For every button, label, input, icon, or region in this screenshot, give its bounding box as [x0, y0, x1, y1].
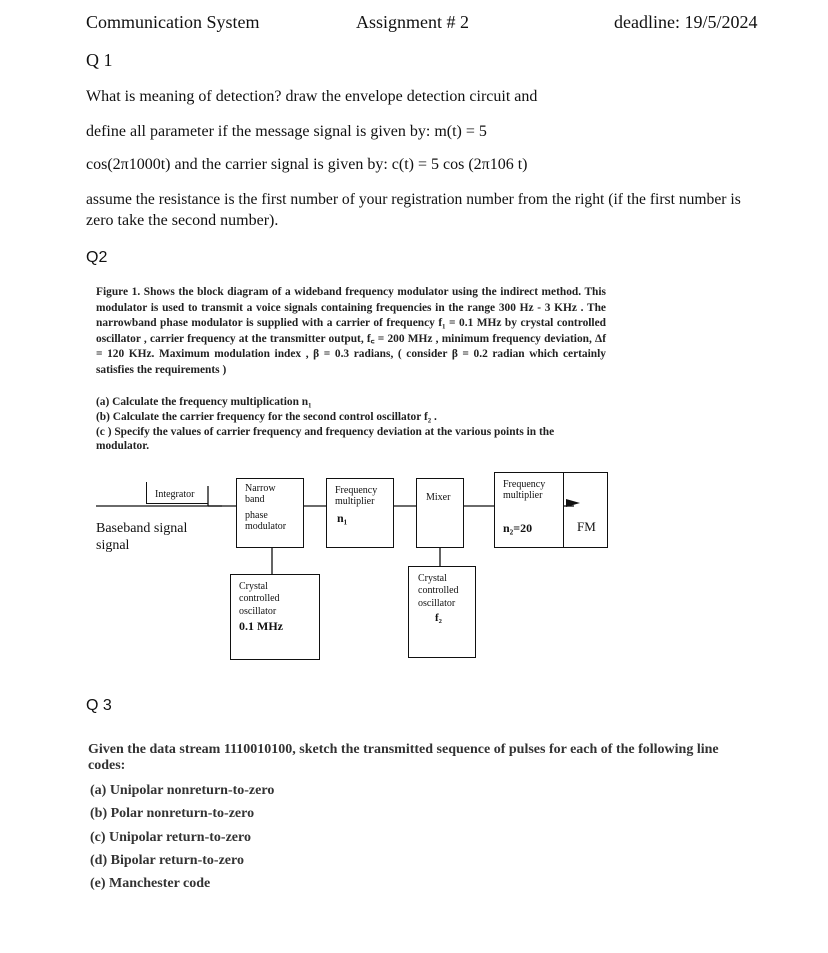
integrator-label: Integrator: [155, 489, 195, 500]
fm2-n: n₂=20: [503, 521, 533, 535]
osc2-freq: f₂: [435, 612, 442, 624]
q3-item-e: (e) Manchester code: [90, 876, 211, 891]
q2-part-a: (a) Calculate the frequency multiplication n₁: [96, 396, 312, 408]
q2-paragraph: Figure 1. Shows the block diagram of a wideband frequency modulator using the indirect method. This modulator is used to transmit a voice signals containing frequencies in the range 300 Hz - 3 KHz . The narrowband phase modulator is supplied with a carrier of frequency f₁ = 0.1 MHz by crystal controlled oscillator , carrier frequency at the transmitter output, f꜀ = 200 MHz , minimum frequency deviation, Δf = 120 KHz. Maximum modulation index , β = 0.3 radians, ( consider β = 0.2 radian which certainly satisfies the requirements ): [96, 286, 606, 376]
osc1-line-3: oscillator: [239, 606, 277, 617]
fm-output-box: [564, 472, 608, 548]
fm1-line-2: multiplier: [335, 496, 375, 507]
nbpm-line-1: Narrow: [245, 483, 276, 494]
q3-intro: Given the data stream 1110010100, sketch the transmitted sequence of pulses for each of the following line codes:: [88, 742, 719, 773]
nbpm-line-2: band: [245, 494, 265, 505]
q1-line-4: assume the resistance is the first number of your registration number from the right (if the first number is: [86, 191, 741, 208]
q3-label: Q 3: [86, 697, 112, 714]
q3-item-d: (d) Bipolar return-to-zero: [90, 853, 244, 868]
deadline: deadline: 19/5/2024: [614, 12, 758, 32]
q2-label: Q2: [86, 249, 108, 266]
narrowband-phase-modulator-block: [236, 478, 304, 548]
fm1-line-1: Frequency: [335, 485, 378, 496]
q3-item-a: (a) Unipolar nonreturn-to-zero: [90, 783, 275, 798]
q3-item-c: (c) Unipolar return-to-zero: [90, 830, 251, 845]
q1-line-3: cos(2π1000t) and the carrier signal is given by: c(t) = 5 cos (2π106 t): [86, 156, 528, 173]
q3-item-b: (b) Polar nonreturn-to-zero: [90, 806, 255, 821]
fm2-line-2: multiplier: [503, 490, 543, 501]
frequency-multiplier-2-block: [494, 472, 564, 548]
crystal-oscillator-1-block: [230, 574, 320, 660]
osc2-line-1: Crystal: [418, 573, 447, 584]
osc1-line-1: Crystal: [239, 581, 268, 592]
nbpm-line-4: modulator: [245, 521, 287, 532]
baseband-label: Baseband signal: [96, 521, 188, 536]
nbpm-line-3: phase: [245, 510, 268, 521]
q1-label: Q 1: [86, 50, 113, 70]
q1-line-1: What is meaning of detection? draw the envelope detection circuit and: [86, 88, 538, 105]
q2-part-b: (b) Calculate the carrier frequency for the second control oscillator f₂ .: [96, 411, 437, 423]
fm2-line-1: Frequency: [503, 479, 546, 490]
q1-line-2: define all parameter if the message signal is given by: m(t) = 5: [86, 123, 487, 140]
integrator-block: [146, 482, 208, 504]
baseband-label-2: signal: [96, 538, 130, 553]
course-title: Communication System: [86, 12, 260, 32]
frequency-multiplier-1-block: [326, 478, 394, 548]
osc1-line-2: controlled: [239, 593, 280, 604]
assignment-title: Assignment # 2: [356, 12, 470, 32]
osc2-line-3: oscillator: [418, 598, 456, 609]
q1-line-5: zero take the second number).: [86, 212, 279, 229]
mixer-block: [416, 478, 464, 548]
crystal-oscillator-2-block: [408, 566, 476, 658]
q2-part-c: (c ) Specify the values of carrier frequency and frequency deviation at the various points in the modulator.: [96, 426, 555, 452]
osc1-freq: 0.1 MHz: [239, 619, 283, 633]
fm1-n: n₁: [337, 511, 348, 525]
mixer-label: Mixer: [426, 492, 451, 503]
fm-output-label: FM: [577, 519, 596, 534]
osc2-line-2: controlled: [418, 585, 459, 596]
